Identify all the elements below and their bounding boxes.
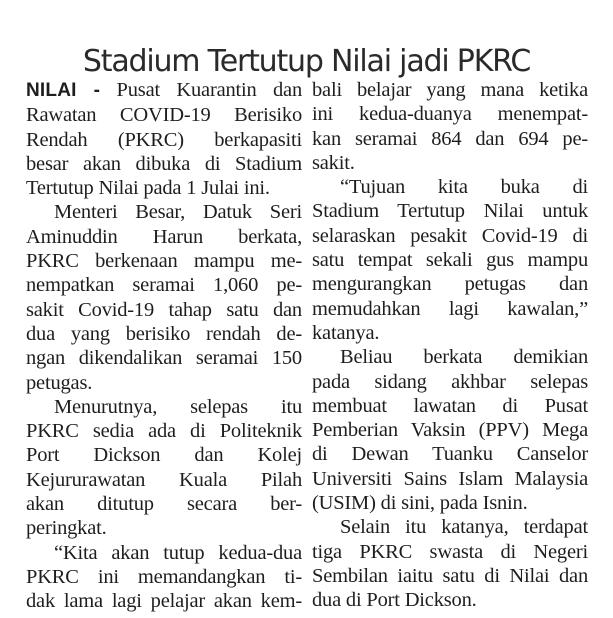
article-line: NILAI - Pusat Kuarantin dan [26,79,302,101]
article-line: pada sidang akhbar selepas [312,370,588,393]
article-line: dak lama lagi pelajar akan kem- [26,590,302,613]
article-line: “Kita akan tutup kedua-dua [54,541,302,564]
article-line: bali belajar yang mana ketika [312,79,588,101]
article-line: dua yang berisiko rendah de- [26,322,302,345]
article-paragraph [26,541,302,614]
article-line: Rendah (PKRC) berkapasiti [26,128,302,151]
article-line: Menurutnya, selepas itu [54,395,302,418]
article-line: Sembilan iaitu satu di Nilai dan [312,564,588,587]
article-line: akan ditutup secara ber- [26,493,302,516]
article-line: Kejururawatan Kuala Pilah [26,468,302,491]
article-line: petugas. [26,371,93,394]
article-line: Port Dickson dan Kolej [26,444,302,467]
article-line: dua di Port Dickson. [312,589,477,612]
article-line: memudahkan lagi kawalan,” [312,297,588,320]
article-line: sakit. [312,151,355,174]
article-line: di Dewan Tuanku Canselor [312,443,588,466]
article-line: tiga PKRC swasta di Negeri [312,540,588,563]
article-paragraph [312,515,588,612]
article-line: PKRC ini memandangkan ti- [26,565,302,588]
article-line: kan seramai 864 dan 694 pe- [312,127,588,150]
article-line: “Tujuan kita buka di [340,176,588,199]
article-line: Universiti Sains Islam Malaysia [312,467,588,490]
article-headline: Stadium Tertutup Nilai jadi PKRC [82,44,531,80]
article-column-right [312,78,588,613]
article-line: Selain itu katanya, terdapat [340,516,588,539]
article-line: besar akan dibuka di Stadium [26,152,302,175]
article-paragraph [26,395,302,541]
article-line: Beliau berkata demikian [340,346,588,369]
article-line: Aminuddin Harun berkata, [26,225,302,248]
article-line: Stadium Tertutup Nilai untuk [312,200,588,223]
article-line: Rawatan COVID-19 Berisiko [26,104,302,127]
article-line: Pemberian Vaksin (PPV) Mega [312,419,588,442]
article-line: Tertutup Nilai pada 1 Julai ini. [26,177,270,200]
article-line: PKRC sedia ada di Politeknik [26,420,302,443]
article-line: ini kedua-duanya menempat- [312,103,588,126]
article-line: Menteri Besar, Datuk Seri [54,201,302,224]
article-dateline: NILAI - [26,80,101,101]
article-line: mengurangkan petugas dan [312,273,588,296]
article-line: PKRC berkenaan mampu me- [26,250,302,273]
article-line: satu tempat sekali gus mampu [312,249,588,272]
article-column-left [26,78,302,614]
article-line: katanya. [312,321,380,344]
article-paragraph [312,78,588,175]
article-line: membuat lawatan di Pusat [312,394,588,417]
article-paragraph [312,345,588,515]
article-paragraph [26,78,302,200]
article-paragraph [26,200,302,394]
article-line: (USIM) di sini, pada Isnin. [312,492,528,515]
article-line: nempatkan seramai 1,060 pe- [26,274,302,297]
article-line: sakit Covid-19 tahap satu dan [26,298,302,321]
article-line: selaraskan pesakit Covid-19 di [312,224,588,247]
article-line: peringkat. [26,517,107,540]
article-line: ngan dikendalikan seramai 150 [26,347,302,370]
article-paragraph [312,175,588,345]
